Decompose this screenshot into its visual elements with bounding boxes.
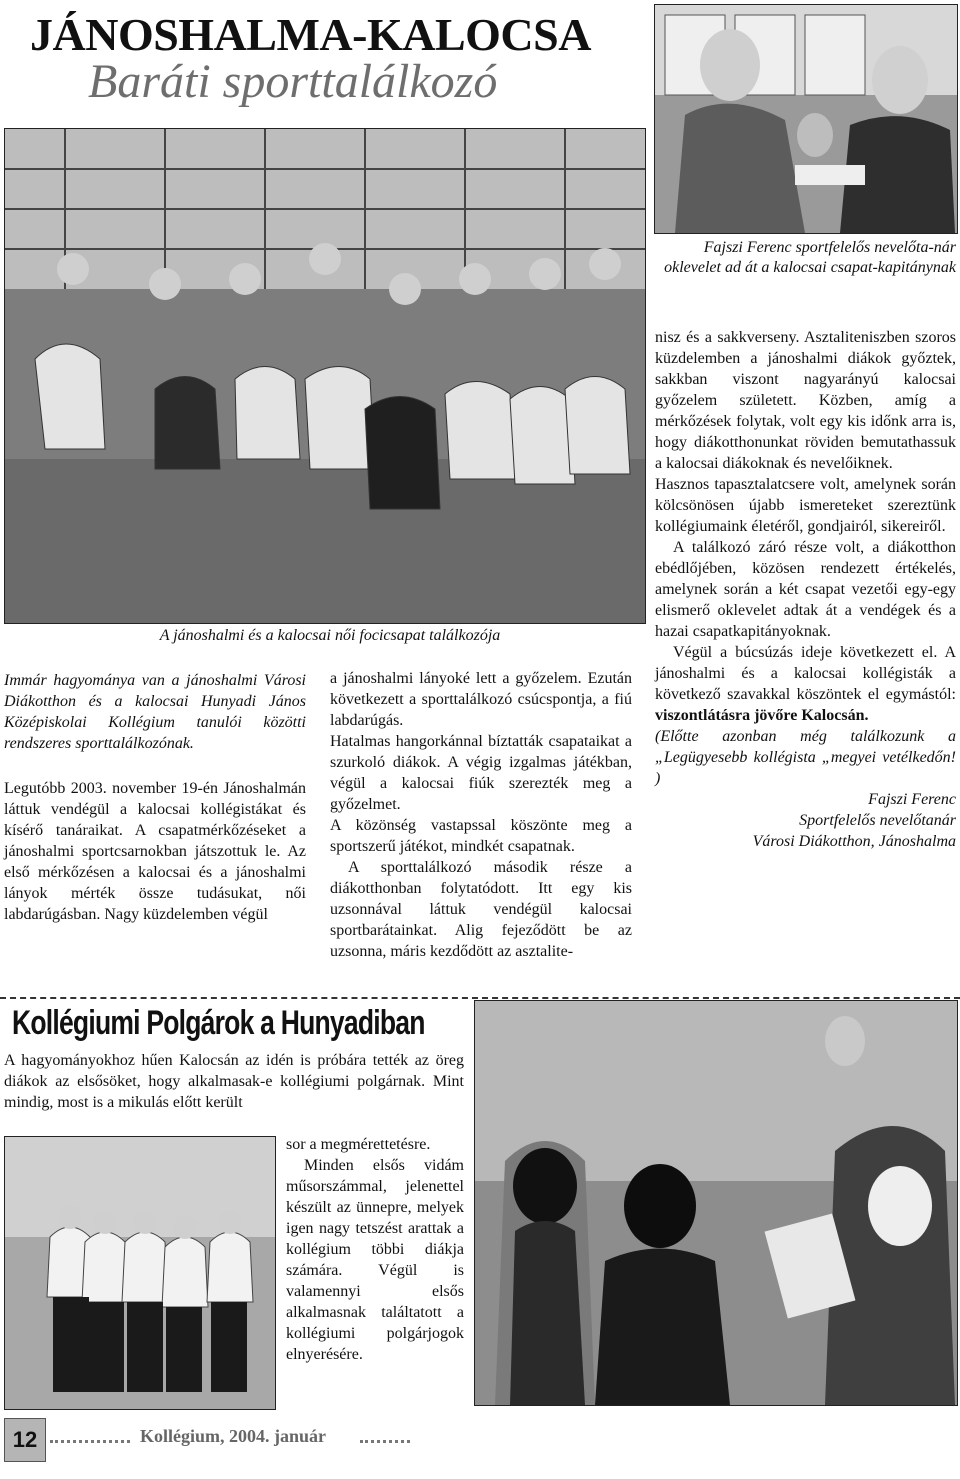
article2-title: Kollégiumi Polgárok a Hunyadiban [12,1004,425,1042]
page-title: JÁNOSHALMA-KALOCSA [30,9,591,60]
santa-photo [474,1000,958,1406]
article1-col3-paragraph-4 [655,642,956,726]
article1-col3 [655,327,956,852]
choir-photo [4,1136,276,1410]
page-subtitle: Baráti sporttalálkozó [88,55,498,108]
article1-col3-paragraph-2: Hasznos tapasztalatcsere volt, amelynek során kölcsönösen újabb ismereteket szereztünk kollégiumaink életéről, gondjairól, sikereiről. [655,476,956,535]
article1-col3-paragraph-5: (Előtte azonban még találkozunk a „Legügyesebb kollégista „megyei vetélkedőn! ) [655,728,956,787]
signature-name: Fajszi Ferenc [868,791,956,808]
footer-issue: Kollégium, 2004. január [140,1426,327,1446]
choir-photo-image [5,1137,275,1409]
award-photo-image [655,5,957,233]
signature-organization: Városi Diákotthon, Jánoshalma [752,833,956,850]
award-photo [654,4,958,234]
page-number: 12 [4,1418,46,1462]
article1-col2 [330,668,632,962]
footer-rule-left [50,1440,130,1443]
article1-col2-paragraph-3: A közönség vastapssal köszönte meg a sportszerű játékot, mindkét csapatnak. [330,817,632,855]
article2-column [286,1134,464,1365]
article1-col3-paragraph-3: A találkozó záró része volt, a diákotthon ebédlőjében, közösen rendezett értékelés, amelynek során a két csapat vezetői egy-egy elismerő oklevelet adtak át a vendégek és a hazai csapatkapitányoknak. [655,539,956,640]
article1-lead: Immár hagyománya van a jánoshalmi Városi Diákotthon és a kalocsai Hunyadi János Középiskolai Kollégium tanulói közötti rendszeres sporttalálkozónak. [4,672,306,752]
signature-role: Sportfelelős nevelőtanár [799,812,956,829]
article1-col2-paragraph-4: A sporttalálkozó második része a diákotthonban folytatódott. Itt egy kis uzsonnával láttuk vendégül kalocsai sportbarátainkat. Alig fejeződött be az uzsonna, máris kezdődött az asztalite- [330,859,632,960]
section-divider [0,997,960,999]
article1-col1-paragraph: Legutóbb 2003. november 19-én Jánoshalmán láttuk vendégül a kalocsai kollégistákat és kísérő tanáraikat. A csapatmérkőzéseket a jánoshalmi sportcsarnokban játszottuk le. Az első mérkőzésen a kalocsai és a jánoshalmi lányok mérték össze tudásukat, női labdarúgásban. Nagy küzdelemben végül [4,780,306,923]
article1-col3-paragraph-1: nisz és a sakkverseny. Asztaliteniszben szoros küzdelemben a jánoshalmi diákok győztek, sakkban viszont nagyarányú kalocsai győzelem született. Közben, amíg a mérkőzések folytak, volt egy kis időnk arra is, hogy diákotthonunkat röviden bemutathassuk a kalocsai diákoknak és nevelőiknek. [655,329,956,472]
article2-paragraph-2: Minden elsős vidám műsorszámmal, jelenettel készült az ünnepre, melyek igen nagy tetszést arattak a kollégium többi diákja számára. Végül is valamennyi elsős alkalmasnak találtatott a kollégiumi polgárjogok elnyerésére. [286,1157,464,1363]
football-photo-caption: A jánoshalmi és a kalocsai női focicsapat találkozója [159,627,501,644]
footer-rule-right [360,1440,410,1443]
award-photo-caption: Fajszi Ferenc sportfelelős nevelőta-nár oklevelet ad át a kalocsai csapat-kapitánynak [664,239,956,276]
santa-photo-image [475,1001,957,1405]
article1-col2-paragraph-2: Hatalmas hangorkánnal bíztatták csapataikat a szurkoló diákok. A végig izgalmas játékban, végül a kalocsai fiúk szerezték meg a győzelmet. [330,733,632,813]
football-team-photo [4,128,646,624]
article1-col2-paragraph-1: a jánoshalmi lányoké lett a győzelem. Ezután következett a sporttalálkozó csúcspontja, a fiú labdarúgás. [330,670,632,729]
article2-paragraph-1: A hagyományokhoz hűen Kalocsán az idén is próbára tették az öreg diákok az elsősöket, hogy alkalmasak-e kollégiumi polgárnak. Mint mindig, most is a mikulás előtt került [4,1052,464,1111]
closing-phrase: viszontlátásra jövőre Kalocsán. [655,707,869,724]
football-team-photo-image [5,129,645,623]
article2-paragraph-1-continued: sor a megmérettetésre. [286,1136,431,1153]
closing-text: Végül a búcsúzás ideje következett el. A jánoshalmi és a kalocsai kollégisták a következő szavakkal köszöntek el egymástól: [655,644,956,703]
